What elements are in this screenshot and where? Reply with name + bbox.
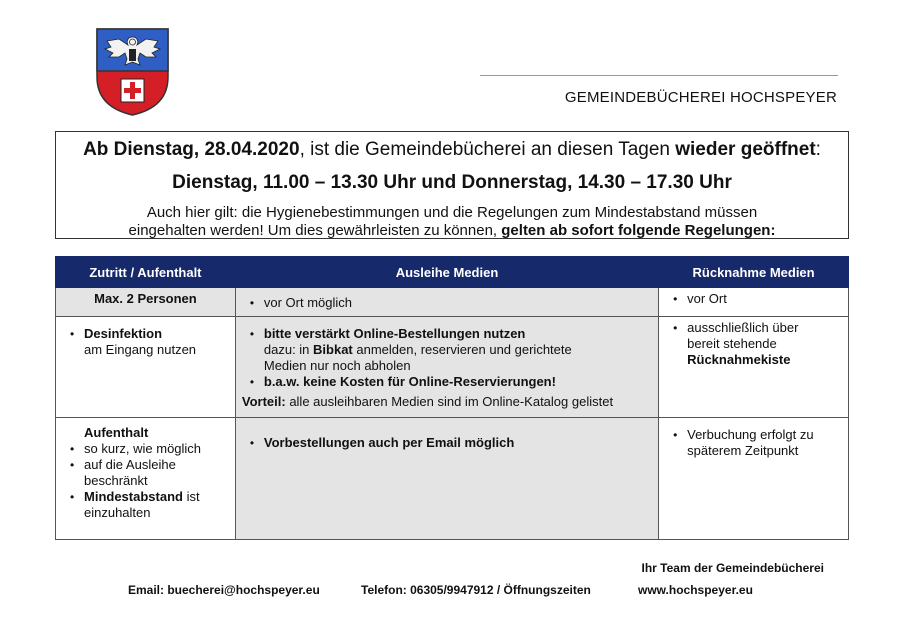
max-persons: Max. 2 Personen — [94, 291, 197, 306]
return-box-c — [665, 352, 842, 368]
notice-line-4-bold: gelten ab sofort folgende Regelungen: — [501, 222, 776, 239]
booking-later-a: • Verbuchung erfolgt zu — [665, 427, 842, 443]
team-signature: Ihr Team der Gemeindebücherei — [641, 561, 824, 575]
advantage-label: Vorteil: — [241, 394, 286, 409]
table-row — [56, 288, 849, 317]
org-name: GEMEINDEBÜCHEREI HOCHSPEYER — [564, 89, 837, 106]
notice-line-4 — [56, 222, 848, 240]
distance-label: Mindestabstand — [84, 489, 183, 504]
cell-max-persons — [56, 288, 236, 317]
notice-line-1 — [56, 139, 848, 161]
online-orders-detail-c: Medien nur noch abholen — [263, 358, 411, 373]
notice-line-4-text: eingehalten werden! Um dies gewährleisten zu können, — [128, 222, 502, 239]
lending-onsite: • vor Ort möglich — [242, 295, 652, 311]
booking-later-b: späterem Zeitpunkt — [687, 443, 799, 458]
opening-hours: Dienstag, 11.00 – 13.30 Uhr und Donnerstag, 14.30 – 17.30 Uhr — [172, 172, 732, 193]
online-orders-label: bitte verstärkt Online-Bestellungen nutzen — [263, 326, 526, 341]
distance-item — [62, 489, 229, 505]
return-onsite: • vor Ort — [665, 291, 842, 307]
stay-limited-b: beschränkt — [84, 473, 148, 488]
no-costs-label: b.a.w. keine Kosten für Online-Reservierungen! — [263, 374, 556, 389]
cell-return-onsite — [659, 288, 849, 317]
cell-online-orders — [235, 317, 658, 418]
distance-text-b: einzuhalten — [84, 505, 151, 520]
email-orders-label: Vorbestellungen auch per Email möglich — [263, 435, 515, 450]
advantage-text: alle ausleihbaren Medien sind im Online-Katalog gelistet — [285, 394, 614, 409]
no-costs-item — [242, 374, 652, 390]
coat-of-arms-icon — [95, 27, 170, 117]
notice-text: , ist die Gemeindebücherei an diesen Tagen — [299, 139, 676, 160]
opening-notice — [55, 131, 849, 239]
return-box-a: • ausschließlich über — [665, 320, 842, 336]
advantage-note — [242, 394, 652, 410]
table-row — [56, 317, 849, 418]
rules-table — [55, 256, 849, 540]
cell-stay — [56, 418, 236, 540]
header-lending: Ausleihe Medien — [235, 257, 658, 288]
email-orders-item — [242, 435, 652, 451]
notice-colon: : — [815, 139, 821, 160]
cell-lending-onsite — [235, 288, 658, 317]
bibkat-label: Bibkat — [313, 342, 353, 357]
stay-limited-a: • auf die Ausleihe — [62, 457, 229, 473]
cell-return-box — [659, 317, 849, 418]
footer-web: www.hochspeyer.eu — [638, 583, 753, 597]
table-row — [56, 418, 849, 540]
disinfection-label: Desinfektion — [84, 326, 163, 341]
table-header-row — [56, 257, 849, 288]
online-orders-detail — [242, 342, 652, 358]
disinfection-detail: am Eingang nutzen — [84, 342, 197, 357]
cell-disinfection — [56, 317, 236, 418]
return-box-label: Rücknahmekiste — [687, 352, 791, 367]
stay-title-line — [62, 425, 229, 441]
header-rule — [480, 75, 838, 76]
return-box-b: bereit stehende — [687, 336, 777, 351]
online-orders-detail-a: dazu: in — [263, 342, 314, 357]
notice-reopened: wieder geöffnet — [675, 139, 816, 160]
notice-rules-text — [56, 204, 848, 240]
cell-booking-later — [659, 418, 849, 540]
notice-line-3: Auch hier gilt: die Hygienebestimmungen und die Regelungen zum Mindestabstand müssen — [146, 204, 758, 221]
stay-short: • so kurz, wie möglich — [62, 441, 229, 457]
disinfection-item — [62, 326, 229, 342]
notice-date: Ab Dienstag, 28.04.2020 — [83, 139, 300, 160]
header-return: Rücknahme Medien — [659, 257, 849, 288]
header-access: Zutritt / Aufenthalt — [56, 257, 236, 288]
online-orders-detail-b: anmelden, reservieren und gerichtete — [352, 342, 572, 357]
footer-phone: Telefon: 06305/9947912 / Öffnungszeiten — [361, 583, 591, 597]
cell-email-orders — [235, 418, 658, 540]
distance-text-a: ist — [182, 489, 200, 504]
online-orders-item — [242, 326, 652, 342]
stay-title: Aufenthalt — [84, 425, 149, 440]
footer-email: Email: buecherei@hochspeyer.eu — [128, 583, 320, 597]
